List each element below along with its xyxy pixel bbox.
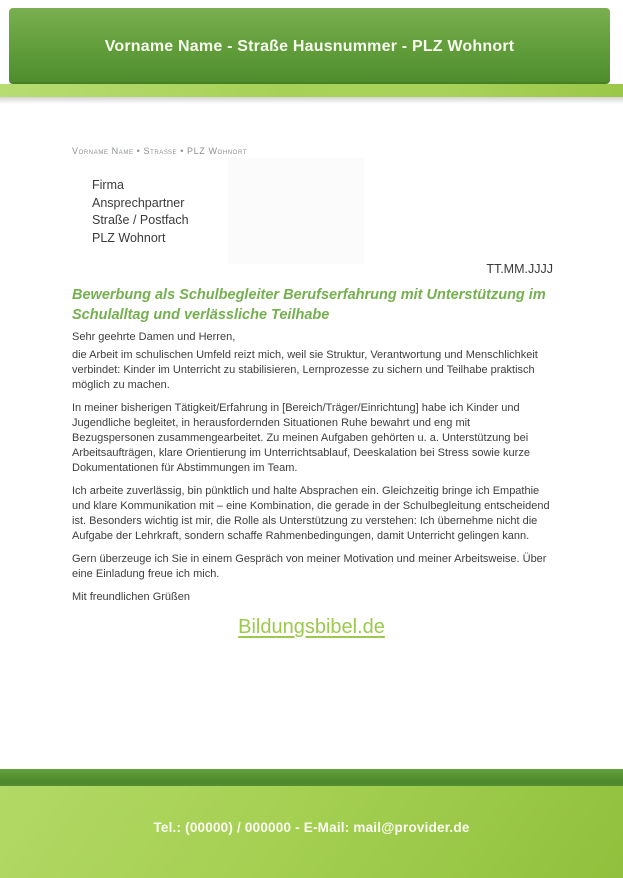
header-stripe-shadow xyxy=(0,97,623,104)
subject-line: Bewerbung als Schulbegleiter Berufserfahrung mit Unterstützung im Schulalltag und verlässliche Teilhabe xyxy=(72,287,546,323)
header-banner xyxy=(9,8,610,84)
salutation: Sehr geehrte Damen und Herren, xyxy=(72,331,236,343)
recipient-contact-person: Ansprechpartner xyxy=(92,195,185,210)
footer-accent-stripe xyxy=(0,769,623,786)
header-accent-stripe xyxy=(0,84,623,97)
footer-contact-line: Tel.: (00000) / 000000 - E-Mail: mail@provider.de xyxy=(153,819,470,835)
body-paragraph-1: die Arbeit im schulischen Umfeld reizt mich, weil sie Struktur, Verantwortung und Menschlichkeit verbindet: Kinder im Unterricht zu stabilisieren, Lernprozesse zu sichern und Teilhabe praktisch möglich zu machen. xyxy=(72,349,538,391)
address-field-highlight xyxy=(228,158,364,264)
date-field: TT.MM.JJJJ xyxy=(486,262,553,276)
recipient-street: Straße / Postfach xyxy=(92,213,189,227)
bildungsbibel-link[interactable]: Bildungsbibel.de xyxy=(238,616,385,638)
recipient-city: PLZ Wohnort xyxy=(92,230,166,245)
body-paragraph-2: In meiner bisherigen Tätigkeit/Erfahrung in [Bereich/Träger/Einrichtung] habe ich Kinder und Jugendliche begleitet, in herausfordernden Situationen Ruhe bewahrt und eng mit Bezugspersonen zusammengearbeitet. Zu meinen Aufgaben gehörten u. a. Unterstützung bei Arbeitsaufträgen, klare Orientierung im Unterrichtsablauf, Deeskalation bei Stress sowie kurze Dokumentationen für Abstimmungen im Team. xyxy=(72,402,530,474)
recipient-address-block xyxy=(92,177,189,247)
header-contact-line: Vorname Name - Straße Hausnummer - PLZ Wohnort xyxy=(104,38,515,55)
letter-body xyxy=(72,330,553,613)
recipient-company: Firma xyxy=(92,178,124,192)
website-link-row xyxy=(0,616,623,639)
body-paragraph-3: Ich arbeite zuverlässig, bin pünktlich und halte Absprachen ein. Gleichzeitig bringe ich Empathie und klare Kommunikation mit – eine Kombination, die gerade in der Schulbegleitung entscheidend ist. Besonders wichtig ist mir, die Rolle als Unterstützung zu verstehen: Ich übernehme nicht die Aufgabe der Lehrkraft, sondern schaffe Rahmenbedingungen, damit Unterricht gelingen kann. xyxy=(72,485,550,542)
closing-line: Mit freundlichen Grüßen xyxy=(72,591,190,603)
footer-banner xyxy=(0,786,623,878)
body-paragraph-4: Gern überzeuge ich Sie in einem Gespräch von meiner Motivation und meiner Arbeitsweise. Über eine Einladung freue ich mich. xyxy=(72,553,547,580)
sender-address-line: Vorname Name • Straße • PLZ Wohnort xyxy=(72,146,248,156)
